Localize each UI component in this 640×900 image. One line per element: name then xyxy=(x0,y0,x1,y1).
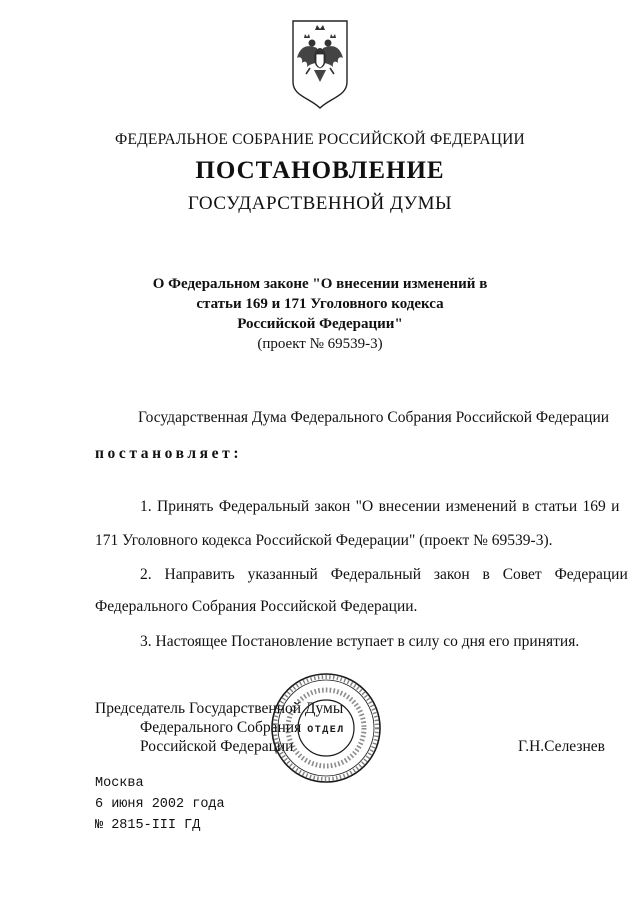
item-1-line-1: 1. Принять Федеральный закон "О внесении изменений в статьи 169 и xyxy=(140,498,620,515)
bill-title-line-2: статьи 169 и 171 Уголовного кодекса xyxy=(196,296,444,312)
bill-title-line-3: Российской Федерации" xyxy=(237,316,403,332)
resolves-keyword: постановляет: xyxy=(95,445,243,462)
document-subtitle: ГОСУДАРСТВЕННОЙ ДУМЫ xyxy=(187,193,453,214)
round-seal-stamp-icon xyxy=(270,672,382,784)
signatory-name: Г.Н.Селезнев xyxy=(518,738,605,755)
document-title: ПОСТАНОВЛЕНИЕ xyxy=(195,157,445,184)
stamp-center-text: ОТДЕЛ xyxy=(307,725,345,736)
signatory-title-line-2: Федерального Собрания xyxy=(140,719,302,736)
item-1-line-2: 171 Уголовного кодекса Российской Федерации" (проект № 69539-3). xyxy=(95,532,553,549)
item-2-line-1: 2. Направить указанный Федеральный закон в Совет Федерации xyxy=(140,566,628,583)
item-3: 3. Настоящее Постановление вступает в силу со дня его принятия. xyxy=(140,633,580,650)
bill-title-line-1: О Федеральном законе "О внесении изменений в xyxy=(152,276,488,292)
bill-project-number: (проект № 69539-3) xyxy=(257,336,383,352)
double-headed-eagle-icon xyxy=(290,18,350,110)
assembly-heading: ФЕДЕРАЛЬНОЕ СОБРАНИЕ РОССИЙСКОЙ ФЕДЕРАЦИИ xyxy=(115,131,525,148)
document-number: № 2815-III ГД xyxy=(95,818,201,833)
signatory-title-line-1: Председатель Государственной Думы xyxy=(95,700,344,717)
date: 6 июня 2002 года xyxy=(95,797,225,812)
signatory-title-line-3: Российской Федерации xyxy=(140,738,294,755)
item-2-line-2: Федерального Собрания Российской Федерации. xyxy=(95,598,418,615)
preamble-text: Государственная Дума Федерального Собрания Российской Федерации xyxy=(138,409,610,426)
city: Москва xyxy=(95,776,144,791)
